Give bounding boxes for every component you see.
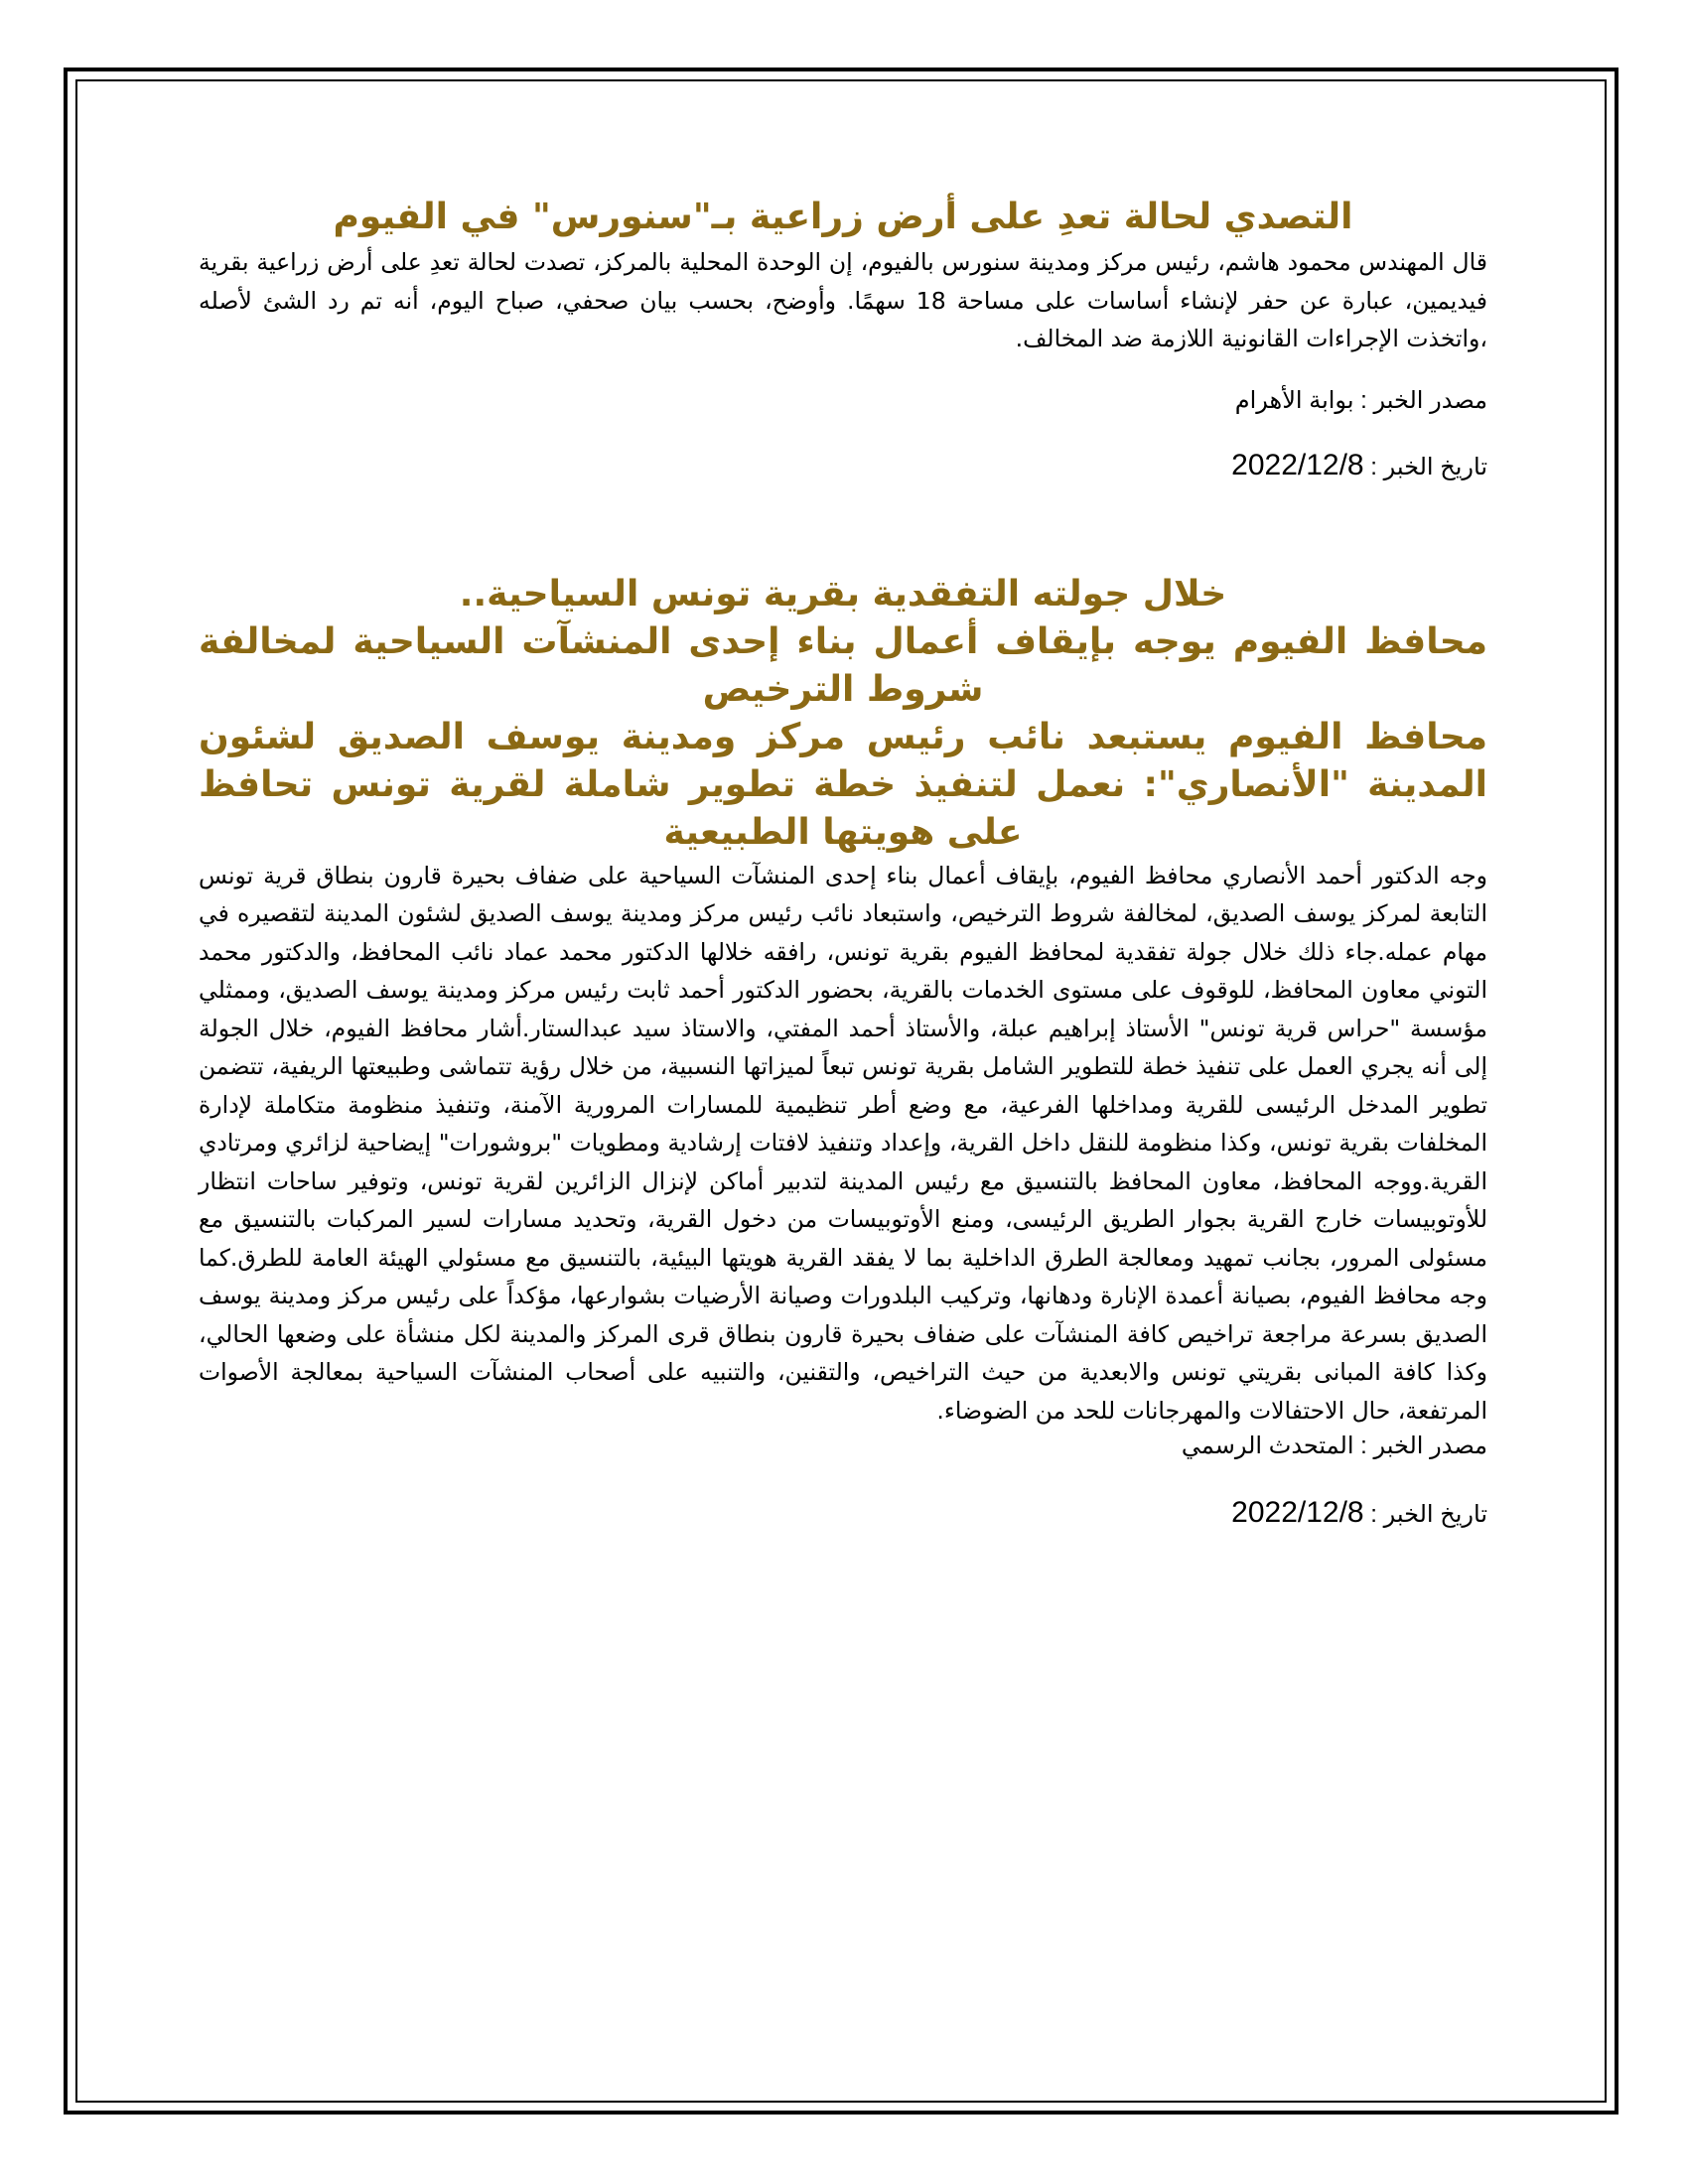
date-label: تاريخ الخبر : — [1363, 1501, 1487, 1528]
source-value: المتحدث الرسمي — [1181, 1433, 1354, 1459]
article-1-headline-line: التصدي لحالة تعدِ على أرض زراعية بـ"سنورس" في الفيوم — [333, 197, 1353, 237]
date-label: تاريخ الخبر : — [1363, 453, 1487, 480]
article-2-body: وجه الدكتور أحمد الأنصاري محافظ الفيوم، بإيقاف أعمال بناء إحدى المنشآت السياحية على ضفاف بحيرة قارون بنطاق قرية تونس التابعة لمركز يوسف الصديق، لمخالفة شروط الترخيص، واستبعاد نائب رئيس مركز ومدينة يوسف الصديق لشئون المدينة لتقصيره في مهام عمله.جاء ذلك خلال جولة تفقدية لمحافظ الفيوم بقرية تونس، رافقه خلالها الدكتور محمد عماد نائب المحافظ، والدكتور محمد التوني معاون المحافظ، للوقوف على مستوى الخدمات بالقرية، بحضور الدكتور أحمد ثابت رئيس مركز ومدينة يوسف الصديق، وممثلي مؤسسة "حراس قرية تونس" الأستاذ إبراهيم عبلة، والأستاذ أحمد المفتي، والاستاذ سيد عبدالستار.أشار محافظ الفيوم، خلال الجولة إلى أنه يجري العمل على تنفيذ خطة للتطوير الشامل بقرية تونس تبعاً لميزاتها النسبية، من خلال رؤية تتماشى وطبيعتها الريفية، تتضمن تطوير المدخل الرئيسى للقرية ومداخلها الفرعية، مع وضع أطر تنظيمية للمسارات المرورية الآمنة، وتنفيذ منظومة متكاملة لإدارة المخلفات بقرية تونس، وكذا منظومة للنقل داخل القرية، وإعداد وتنفيذ لافتات إرشادية ومطويات "بروشورات" إيضاحية لزائري ومرتادي القرية.ووجه المحافظ، معاون المحافظ بالتنسيق مع رئيس المدينة لتدبير أماكن لإنزال الزائرين لقرية تونس، وتوفير ساحات انتظار للأوتوبيسات خارج القرية بجوار الطريق الرئيسى، ومنع الأوتوبيسات من دخول القرية، وتحديد مسارات لسير المركبات بالتنسيق مع مسئولى المرور، بجانب تمهيد ومعالجة الطرق الداخلية بما لا يفقد القرية هويتها البيئية، بالتنسيق مع مسئولي الهيئة العامة للطرق.كما وجه محافظ الفيوم، بصيانة أعمدة الإنارة ودهانها، وتركيب البلدورات وصيانة الأرضيات بشوارعها، مؤكداً على رئيس مركز ومدينة يوسف الصديق بسرعة مراجعة تراخيص كافة المنشآت على ضفاف بحيرة قارون بنطاق قرى المركز والمدينة لكل منشأة على وضعها الحالي، وكذا كافة المبانى بقريتي تونس والابعدية من حيث التراخيص، والتقنين، والتنبيه على أصحاب المنشآت السياحية بمعالجة الأصوات المرتفعة، حال الاحتفالات والمهرجانات للحد من الضوضاء. — [199, 861, 1487, 1425]
article-2-headline-line-1: خلال جولته التفقدية بقرية تونس السياحية.. — [459, 573, 1227, 614]
article-1-source — [199, 384, 1487, 418]
article-2-headline-line-3: محافظ الفيوم يستبعد نائب رئيس مركز ومدينة يوسف الصديق لشئون المدينة "الأنصاري": نعمل لتنفيذ خطة تطوير شاملة لقرية تونس تحافظ على هويتها الطبيعية — [199, 716, 1487, 853]
source-label: مصدر الخبر : — [1353, 386, 1487, 414]
news-article-2 — [199, 571, 1487, 1536]
date-value: 2022/12/8 — [1231, 1496, 1364, 1529]
article-2-source — [199, 1430, 1487, 1463]
article-1-body: قال المهندس محمود هاشم، رئيس مركز ومدينة سنورس بالفيوم، إن الوحدة المحلية بالمركز، تصدت لحالة تعدِ على أرض زراعية بقرية فيديمين، عبارة عن حفر لإنشاء أساسات على مساحة 18 سهمًا. وأوضح، بحسب بيان صحفي، صباح اليوم، أنه تم رد الشئ لأصله ،واتخذت الإجراءات القانونية اللازمة ضد المخالف. — [199, 248, 1487, 352]
news-article-1 — [199, 194, 1487, 487]
article-1-headline — [199, 194, 1487, 241]
article-2-headline — [199, 571, 1487, 857]
date-value: 2022/12/8 — [1231, 448, 1364, 481]
document-content — [199, 194, 1487, 1535]
source-value: بوابة الأهرام — [1234, 386, 1354, 414]
article-1-date — [199, 446, 1487, 487]
article-2-headline-line-2: محافظ الفيوم يوجه بإيقاف أعمال بناء إحدى المنشآت السياحية لمخالفة شروط الترخيص — [199, 620, 1487, 710]
source-label: مصدر الخبر : — [1353, 1433, 1487, 1459]
article-2-date — [199, 1493, 1487, 1535]
